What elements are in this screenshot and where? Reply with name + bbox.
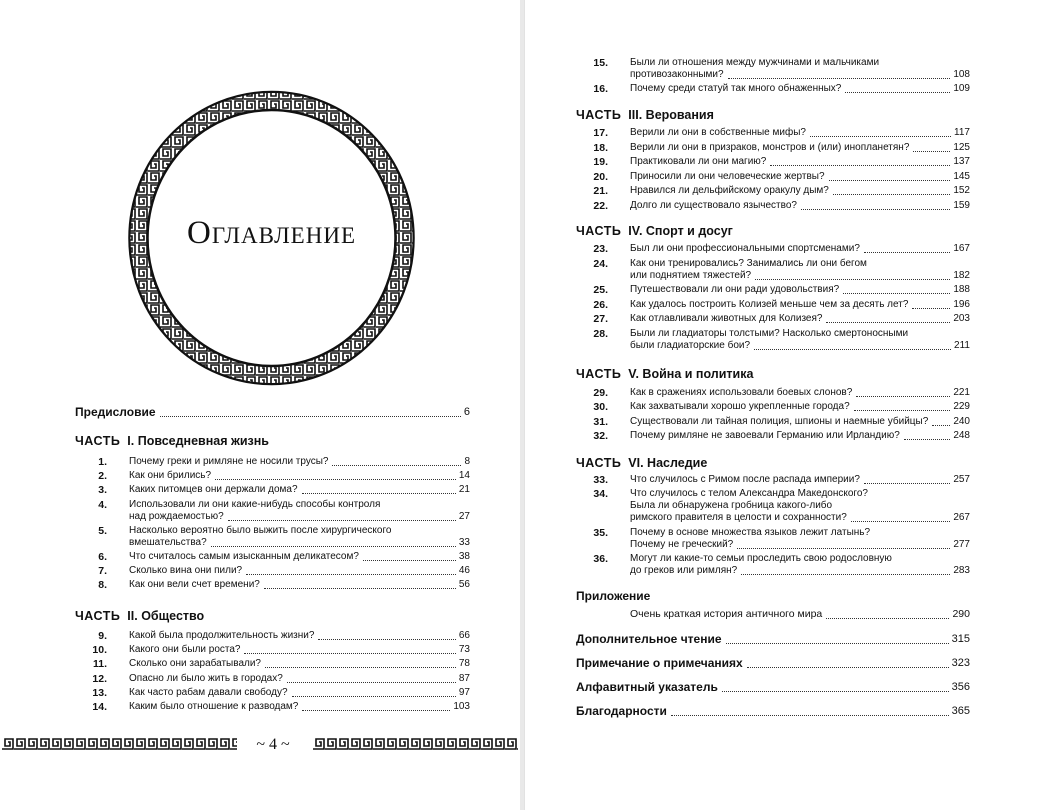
dot-leader: [843, 293, 950, 294]
entry-line: противозаконными?: [630, 69, 724, 80]
entry-number: 21.: [593, 185, 608, 197]
dot-leader: [845, 92, 950, 93]
entry-text: [129, 470, 470, 482]
entry-text: [630, 328, 970, 352]
entry-text: [630, 284, 970, 296]
entry-number: 5.: [98, 524, 107, 537]
entry-line: Практиковали ли они магию?: [630, 156, 767, 167]
entry-line: Почему греки и римляне не носили трусы?: [129, 456, 329, 467]
entry-text: [630, 553, 970, 577]
dot-leader: [801, 209, 950, 210]
entry-page: 159: [953, 199, 970, 211]
dot-leader: [770, 165, 950, 166]
entry-line: Как они брились?: [129, 470, 212, 482]
entry-page: 188: [953, 284, 970, 295]
toc-entry[interactable]: [576, 299, 970, 311]
entry-text: [129, 579, 470, 591]
entry-number: 10.: [92, 644, 107, 657]
entry-text: [630, 258, 970, 282]
entry-text: [630, 200, 970, 212]
part-2-heading: ЧАСТЬ II. Общество: [75, 609, 205, 623]
dot-leader: [737, 548, 950, 549]
entry-number: 34.: [593, 488, 608, 501]
dot-leader: [215, 479, 456, 480]
dot-leader: [851, 521, 951, 522]
entry-line: Насколько вероятно было выжить после хирургического: [129, 524, 392, 536]
toc-entry[interactable]: [576, 401, 970, 413]
entry-number: 33.: [593, 474, 608, 486]
entry-line: Как удалось построить Колизей меньше чем за десять лет?: [630, 298, 909, 310]
entry-text: [630, 313, 970, 325]
toc-entry[interactable]: [576, 185, 970, 197]
entry-page: 14: [458, 470, 470, 482]
entry-line: Как часто рабам давали свободу?: [129, 686, 288, 698]
dot-leader: [302, 493, 456, 494]
dot-leader: [754, 349, 951, 350]
entry-number: 16.: [593, 83, 608, 96]
toc-entry[interactable]: [576, 258, 970, 282]
entry-line: Каких питомцев они держали дома?: [129, 484, 298, 496]
toc-entry[interactable]: [75, 579, 470, 591]
entry-page: 117: [954, 127, 970, 138]
entry-text: [129, 644, 470, 656]
appendix-entry[interactable]: [630, 608, 970, 621]
toc-entry[interactable]: [576, 200, 970, 212]
entry-line: вмешательства?: [129, 536, 207, 548]
dot-leader: [160, 416, 461, 417]
dot-leader: [722, 691, 949, 692]
entry-page: 196: [953, 298, 970, 310]
dot-leader: [332, 465, 461, 466]
toc-entry[interactable]: [75, 658, 470, 670]
dot-leader: [747, 667, 949, 668]
entry-page: 267: [953, 512, 970, 524]
entry-text: [129, 630, 470, 642]
entry-line: Верили ли они в собственные мифы?: [630, 127, 806, 138]
entry-line: Был ли они профессиональными спортсменами?: [630, 243, 860, 254]
entry-line: до греков или римлян?: [630, 564, 738, 576]
entry-page: 27: [458, 510, 470, 522]
entry-line: Существовали ли тайная полиция, шпионы и наемные убийцы?: [630, 415, 929, 427]
entry-line: Как они тренировались? Занимались ли они бегом: [630, 257, 867, 269]
entry-number: 1.: [98, 456, 107, 468]
meander-border-left: [2, 738, 237, 750]
dot-leader: [363, 560, 456, 561]
toc-entry[interactable]: [576, 474, 970, 486]
dot-leader: [228, 520, 456, 521]
entry-number: 8.: [98, 579, 107, 592]
meander-border-right: [313, 738, 518, 750]
entry-line: Были ли гладиаторы толстыми? Насколько смертоносными: [630, 327, 909, 339]
entry-text: [630, 83, 970, 95]
part-3-heading: ЧАСТЬ III. Верования: [576, 108, 714, 122]
toc-entry[interactable]: [75, 565, 470, 577]
entry-line: Нравился ли дельфийскому оракулу дым?: [630, 185, 829, 196]
entry-line: Долго ли существовало язычество?: [630, 199, 797, 211]
entry-number: 11.: [92, 658, 107, 671]
part-4-heading: ЧАСТЬ IV. Спорт и досуг: [576, 224, 733, 238]
dot-leader: [856, 396, 950, 397]
part-5-heading: ЧАСТЬ V. Война и политика: [576, 367, 754, 381]
toc-entry[interactable]: [75, 470, 470, 482]
entry-page: 248: [953, 429, 970, 441]
entry-page: 78: [458, 658, 470, 670]
entry-text: [630, 430, 970, 442]
entry-text: [129, 565, 470, 577]
dot-leader: [264, 588, 456, 589]
entry-page: 145: [953, 170, 970, 182]
entry-text: [129, 701, 470, 713]
entry-page: 108: [953, 69, 970, 80]
toc-entry[interactable]: [576, 313, 970, 325]
entry-number: 31.: [593, 415, 608, 428]
dot-leader: [671, 715, 949, 716]
entry-number: 12.: [92, 672, 107, 685]
dot-leader: [829, 180, 951, 181]
entry-text: [630, 171, 970, 183]
entry-line: Приносили ли они человеческие жертвы?: [630, 170, 825, 182]
toc-entry[interactable]: [576, 430, 970, 442]
entry-page: 167: [953, 243, 970, 254]
entry-text: [630, 243, 970, 255]
entry-number: 9.: [98, 630, 107, 642]
entry-page: 97: [458, 686, 470, 698]
entry-line: над рождаемостью?: [129, 510, 224, 522]
toc-entry[interactable]: [576, 488, 970, 524]
entry-text: [129, 456, 470, 468]
entry-number: 3.: [98, 484, 107, 497]
entry-line: римского правителя в целости и сохранности?: [630, 512, 847, 524]
entry-text: [129, 658, 470, 670]
toc-entry[interactable]: [576, 416, 970, 428]
entry-page: 182: [953, 269, 970, 281]
dot-leader: [833, 194, 950, 195]
entry-number: 14.: [92, 701, 107, 713]
dot-leader: [912, 308, 950, 309]
entry-line: Каким было отношение к разводам?: [129, 701, 299, 712]
entry-text: [630, 488, 970, 524]
dot-leader: [292, 696, 456, 697]
toc-entry[interactable]: [75, 701, 470, 713]
entry-page: 87: [458, 672, 470, 684]
toc-entry[interactable]: [576, 171, 970, 183]
toc-entry[interactable]: [75, 525, 470, 549]
entry-line: Верили ли они в призраков, монстров и (или) инопланетян?: [630, 141, 910, 153]
entry-number: 35.: [593, 526, 608, 539]
dot-leader: [728, 78, 951, 79]
entry-text: [630, 387, 970, 399]
dot-leader: [265, 667, 456, 668]
entry-number: 22.: [593, 199, 608, 212]
entry-page: 46: [458, 565, 470, 577]
dot-leader: [302, 710, 450, 711]
toc-entry[interactable]: [75, 644, 470, 656]
toc-entry[interactable]: [75, 551, 470, 563]
appendix-page: 290: [952, 608, 970, 620]
entry-line: Была ли обнаружена гробница какого-либо: [630, 500, 833, 512]
dot-leader: [826, 618, 949, 619]
toc-entry[interactable]: [576, 83, 970, 95]
entry-page: 152: [953, 185, 970, 196]
dot-leader: [826, 322, 950, 323]
preface-page: 6: [463, 406, 470, 418]
entry-line: Какого они были роста?: [129, 644, 241, 656]
entry-line: Почему среди статуй так много обнаженных?: [630, 83, 842, 95]
dot-leader: [864, 483, 950, 484]
entry-number: 32.: [593, 429, 608, 442]
dot-leader: [211, 546, 456, 547]
dot-leader: [864, 252, 950, 253]
entry-text: [129, 687, 470, 699]
entry-line: Использовали ли они какие-нибудь способы контроля: [129, 498, 381, 510]
entry-page: 103: [453, 701, 470, 712]
dot-leader: [318, 639, 455, 640]
page-title: Оглавление: [187, 215, 356, 251]
entry-line: Какой была продолжительность жизни?: [129, 630, 315, 641]
entry-number: 20.: [593, 170, 608, 183]
toc-entry[interactable]: [75, 456, 470, 468]
toc-entry[interactable]: [576, 57, 970, 81]
toc-entry[interactable]: [75, 687, 470, 699]
entry-number: 4.: [98, 498, 107, 511]
entry-number: 30.: [593, 401, 608, 414]
entry-number: 26.: [593, 298, 608, 311]
toc-entry[interactable]: [576, 553, 970, 577]
entry-text: [630, 474, 970, 486]
entry-number: 7.: [98, 565, 107, 578]
entry-number: 2.: [98, 470, 107, 483]
entry-page: 240: [953, 415, 970, 427]
toc-entry[interactable]: [576, 243, 970, 255]
entry-number: 24.: [593, 257, 608, 270]
entry-text: [630, 527, 970, 551]
toc-entry[interactable]: [576, 127, 970, 139]
back-matter-entry[interactable]: Благодарности 365: [576, 704, 970, 718]
entry-number: 18.: [593, 141, 608, 154]
entry-line: Были ли отношения между мужчинами и мальчиками: [630, 57, 880, 68]
entry-line: Как отлавливали животных для Колизея?: [630, 313, 823, 324]
entry-page: 8: [464, 456, 470, 467]
entry-text: [129, 673, 470, 685]
dot-leader: [246, 574, 456, 575]
appendix-heading: Приложение: [576, 589, 651, 603]
entry-line: Как в сражениях использовали боевых слонов?: [630, 387, 853, 398]
entry-page: 283: [953, 564, 970, 576]
entry-line: Сколько вина они пили?: [129, 565, 243, 577]
entry-line: были гладиаторские бои?: [630, 339, 751, 351]
entry-number: 17.: [593, 127, 608, 139]
toc-entry[interactable]: [75, 499, 470, 523]
entry-text: [129, 499, 470, 523]
entry-page: 229: [953, 401, 970, 413]
entry-page: 38: [458, 551, 470, 562]
entry-text: [630, 401, 970, 413]
entry-text: [129, 484, 470, 496]
entry-line: Опасно ли было жить в городах?: [129, 672, 283, 684]
dot-leader: [854, 410, 951, 411]
dot-leader: [932, 425, 950, 426]
entry-page: 66: [458, 630, 470, 641]
back-matter-entry[interactable]: Примечание о примечаниях 323: [576, 656, 970, 670]
dot-leader: [913, 151, 950, 152]
toc-entry[interactable]: [576, 156, 970, 168]
entry-number: 25.: [593, 284, 608, 296]
entry-text: [630, 142, 970, 154]
entry-number: 15.: [593, 57, 608, 69]
entry-page: 277: [953, 538, 970, 550]
preface-title: Предисловие: [75, 405, 156, 419]
entry-line: Сколько они зарабатывали?: [129, 658, 261, 670]
dot-leader: [287, 682, 456, 683]
toc-entry[interactable]: [75, 673, 470, 685]
entry-text: [630, 416, 970, 428]
entry-text: [630, 57, 970, 81]
toc-entry[interactable]: [75, 484, 470, 496]
dot-leader: [244, 653, 455, 654]
entry-text: [630, 299, 970, 311]
entry-line: или поднятием тяжестей?: [630, 269, 752, 281]
entry-number: 36.: [593, 552, 608, 565]
entry-number: 23.: [593, 243, 608, 255]
entry-page: 56: [458, 579, 470, 591]
part-1-heading: ЧАСТЬ I. Повседневная жизнь: [75, 434, 269, 448]
entry-text: [129, 525, 470, 549]
dot-leader: [755, 279, 950, 280]
entry-line: Путешествовали ли они ради удовольствия?: [630, 284, 840, 295]
entry-number: 28.: [593, 327, 608, 340]
toc-entry[interactable]: [576, 328, 970, 352]
toc-entry[interactable]: [75, 630, 470, 642]
entry-line: Что случилось с Римом после распада империи?: [630, 474, 860, 485]
dot-leader: [904, 439, 951, 440]
entry-line: Могут ли какие-то семьи проследить свою родословную: [630, 552, 892, 564]
entry-page: 257: [953, 474, 970, 485]
back-matter-entry[interactable]: Алфавитный указатель 356: [576, 680, 970, 694]
preface-entry[interactable]: [75, 405, 470, 419]
entry-number: 27.: [593, 313, 608, 325]
appendix-sub-title: Очень краткая история античного мира: [630, 608, 823, 620]
entry-text: [630, 185, 970, 197]
entry-text: [129, 551, 470, 563]
entry-line: Почему римляне не завоевали Германию или Ирландию?: [630, 429, 900, 441]
toc-entry[interactable]: [576, 387, 970, 399]
dot-leader: [810, 136, 951, 137]
entry-line: Почему не греческий?: [630, 538, 734, 550]
entry-page: 109: [953, 83, 970, 95]
entry-number: 29.: [593, 387, 608, 399]
entry-line: Как они вели счет времени?: [129, 579, 260, 591]
entry-number: 13.: [92, 686, 107, 699]
toc-entry[interactable]: [576, 527, 970, 551]
entry-page: 125: [953, 141, 970, 153]
entry-page: 21: [458, 484, 470, 496]
dot-leader: [726, 643, 949, 644]
toc-entry[interactable]: [576, 142, 970, 154]
entry-page: 203: [953, 313, 970, 324]
back-matter-entry[interactable]: Дополнительное чтение 315: [576, 632, 970, 646]
part-6-heading: ЧАСТЬ VI. Наследие: [576, 456, 708, 470]
dot-leader: [741, 574, 950, 575]
entry-text: [630, 127, 970, 139]
page-number: ~ 4 ~: [256, 736, 290, 753]
entry-line: Как захватывали хорошо укрепленные города?: [630, 401, 850, 413]
entry-line: Что случилось с телом Александра Македонского?: [630, 488, 868, 500]
entry-page: 137: [953, 156, 970, 167]
entry-page: 211: [954, 339, 970, 351]
entry-line: Почему в основе множества языков лежит латынь?: [630, 526, 871, 538]
entry-page: 33: [458, 536, 470, 548]
entry-number: 19.: [593, 156, 608, 168]
entry-text: [630, 156, 970, 168]
entry-line: Что считалось самым изысканным деликатесом?: [129, 551, 359, 562]
entry-number: 6.: [98, 551, 107, 563]
entry-page: 221: [953, 387, 970, 398]
entry-page: 73: [458, 644, 470, 656]
toc-entry[interactable]: [576, 284, 970, 296]
